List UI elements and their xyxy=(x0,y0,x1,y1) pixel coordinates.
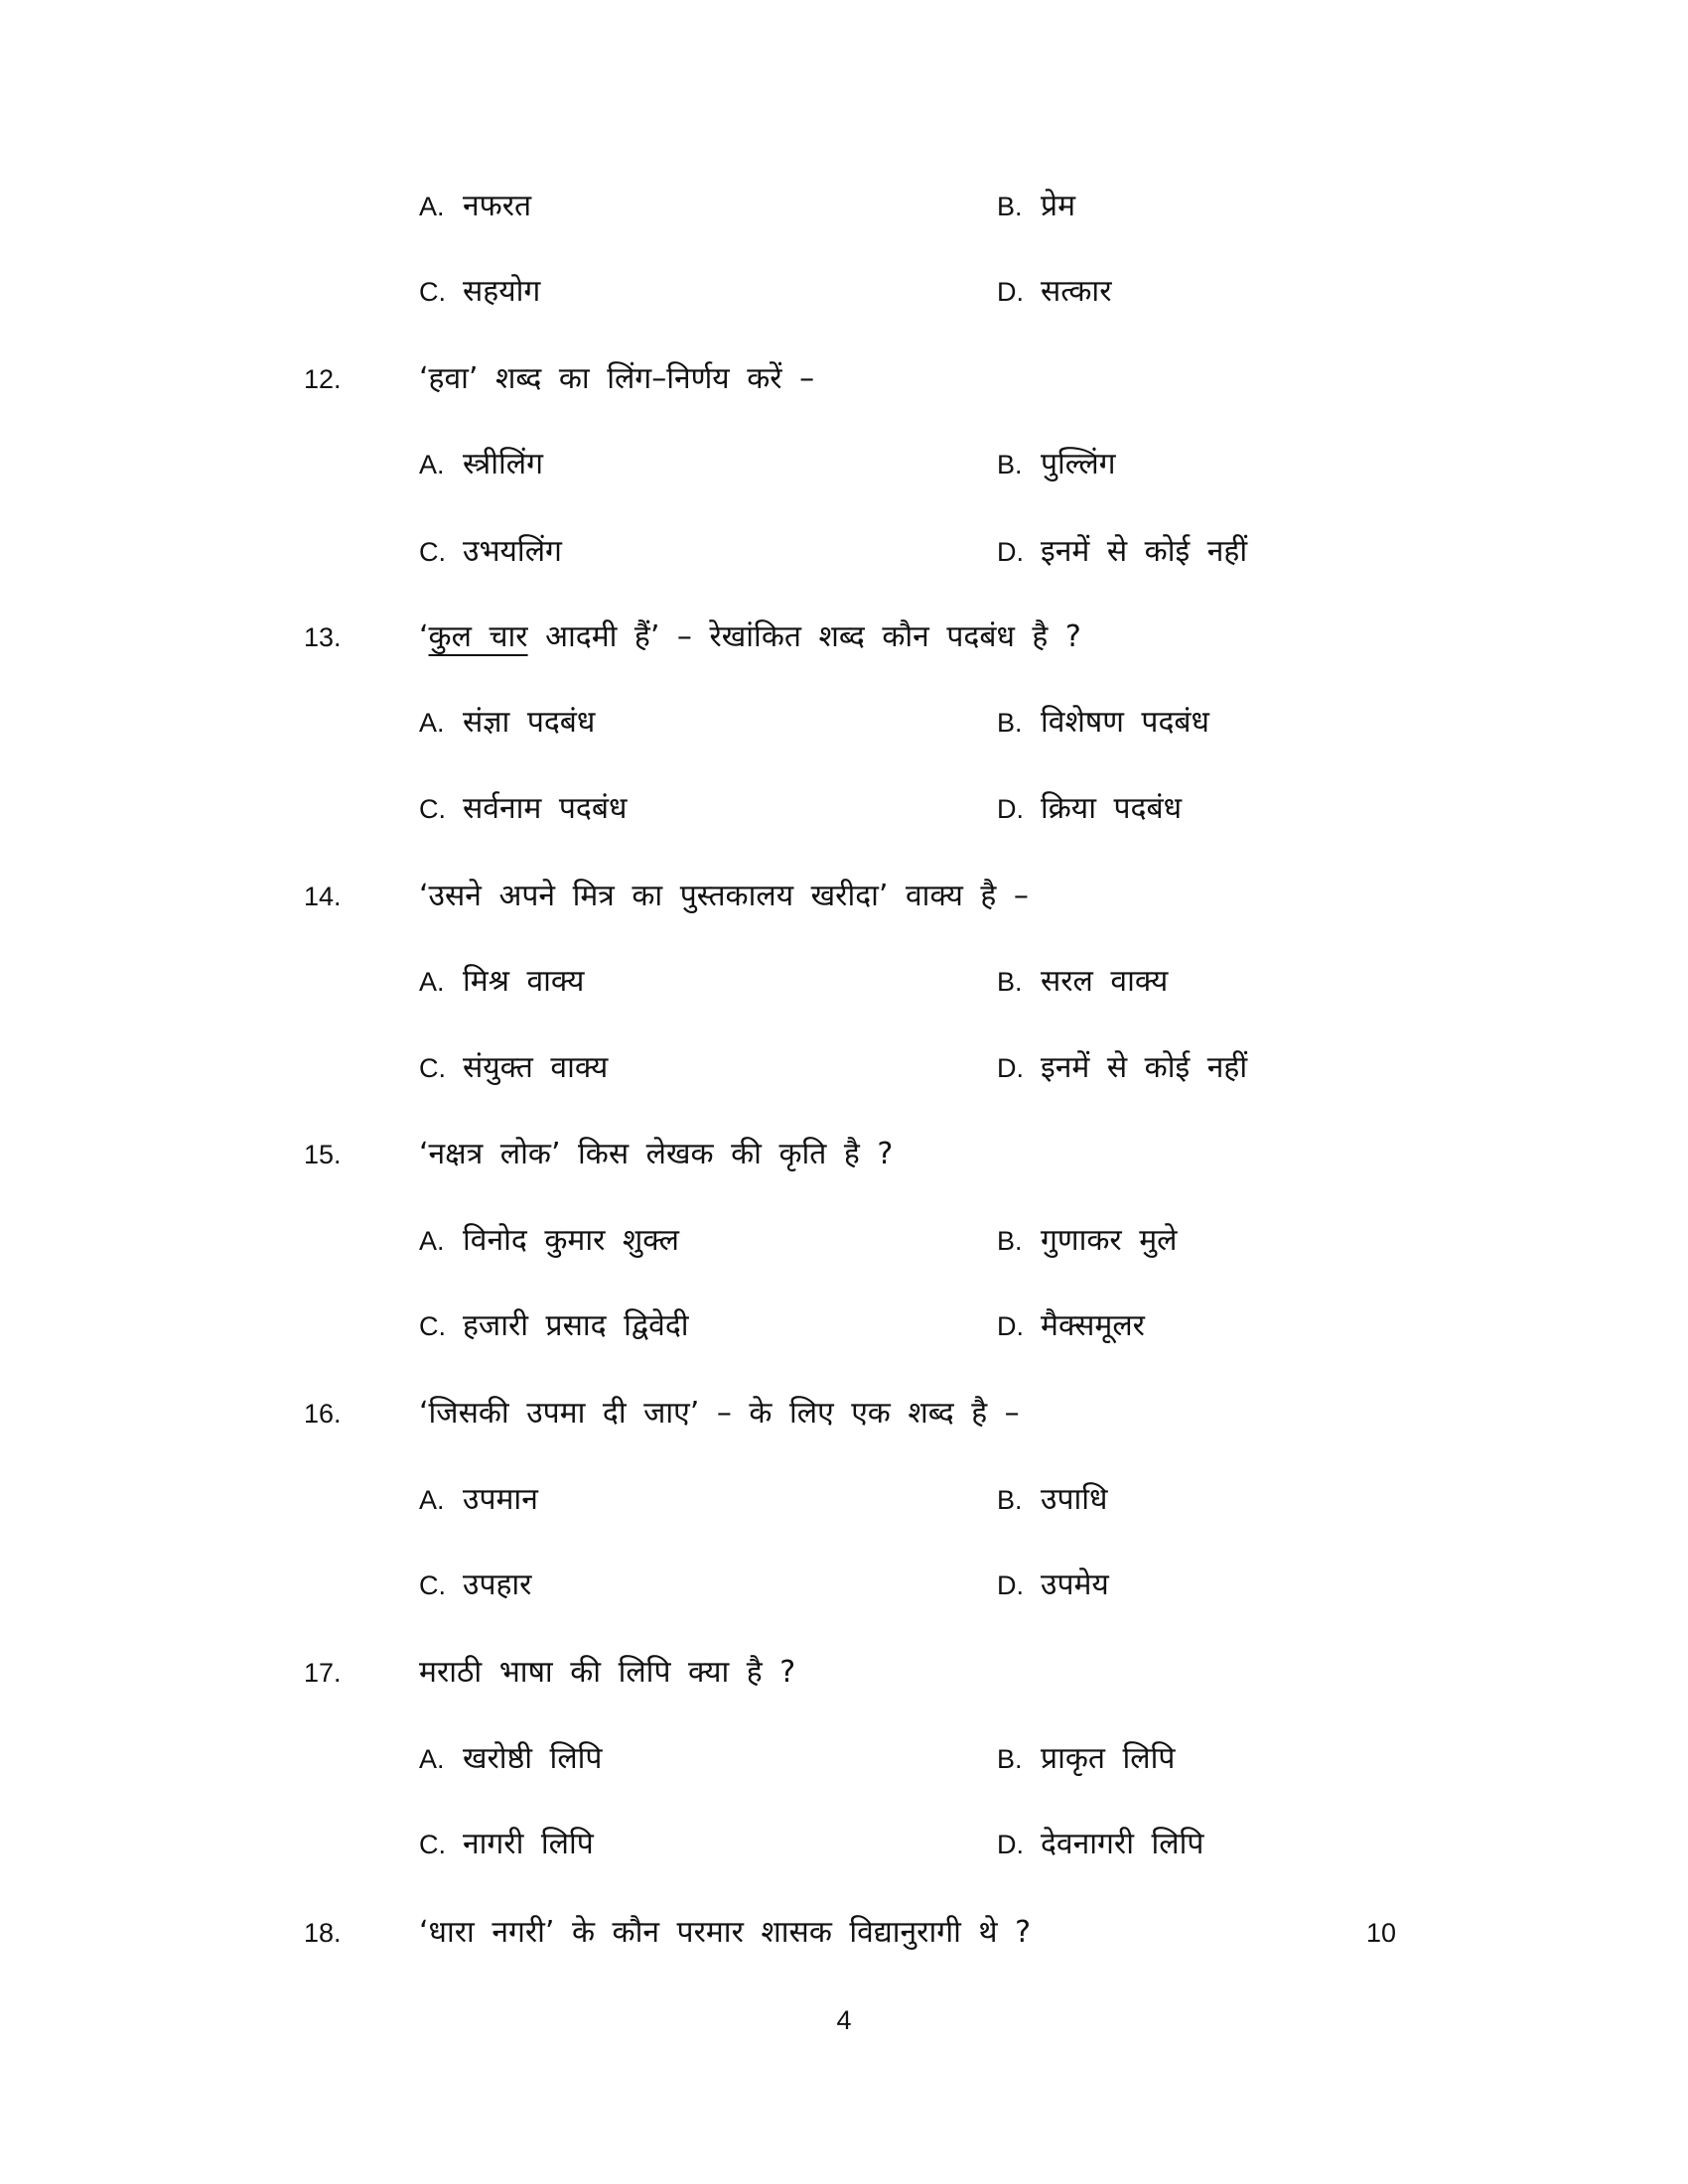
quote-open: ‘ xyxy=(419,619,429,654)
q17-option-b xyxy=(997,1729,1175,1789)
q14-option-a xyxy=(419,952,584,1012)
question-number: 17. xyxy=(304,1658,342,1688)
option-text: क्रिया पदबंध xyxy=(1041,791,1183,826)
question-number: 15. xyxy=(304,1140,342,1169)
option-text: हजारी प्रसाद द्विवेदी xyxy=(463,1308,689,1343)
page-number: 4 xyxy=(836,2005,852,2035)
q14-option-b xyxy=(997,952,1168,1012)
option-text: उपमेय xyxy=(1041,1568,1109,1602)
option-label: A. xyxy=(419,708,445,738)
option-label: D. xyxy=(997,1053,1024,1083)
q14-options-row-1 xyxy=(0,952,1688,1012)
question-text: ‘उसने अपने मित्र का पुस्तकालय खरीदा’ वाक्य है – xyxy=(419,879,1029,913)
q11-option-a xyxy=(419,177,531,236)
option-text: प्रेम xyxy=(1041,189,1076,223)
q16-options-row-1 xyxy=(0,1470,1688,1530)
question-16 xyxy=(0,1384,1688,1443)
q11-option-b xyxy=(997,177,1075,236)
q17-options-row-1 xyxy=(0,1729,1688,1789)
option-label: B. xyxy=(997,1744,1023,1774)
option-label: C. xyxy=(419,537,446,567)
question-14 xyxy=(0,867,1688,926)
option-text: नफरत xyxy=(463,189,532,223)
q12-option-b xyxy=(997,435,1116,494)
question-12 xyxy=(0,349,1688,409)
option-text: स्त्रीलिंग xyxy=(463,447,543,481)
option-label: C. xyxy=(419,1570,446,1600)
option-text: संज्ञा पदबंध xyxy=(463,705,596,740)
option-label: A. xyxy=(419,1485,445,1515)
option-text: प्राकृत लिपि xyxy=(1041,1741,1176,1776)
q16-options-row-2 xyxy=(0,1556,1688,1615)
q11-options-row-1 xyxy=(0,177,1688,236)
question-18 xyxy=(0,1903,1688,1963)
q16-option-b xyxy=(997,1470,1107,1530)
q13-options-row-1 xyxy=(0,693,1688,752)
q13-options-row-2 xyxy=(0,779,1688,839)
q12-option-d xyxy=(997,522,1247,582)
q14-options-row-2 xyxy=(0,1038,1688,1098)
q15-option-c xyxy=(419,1297,689,1356)
option-text: विशेषण पदबंध xyxy=(1041,705,1209,740)
q11-option-d xyxy=(997,262,1111,322)
q13-option-b xyxy=(997,693,1209,752)
q12-option-a xyxy=(419,435,543,494)
underlined-phrase: कुल चार xyxy=(428,619,528,654)
q14-option-c xyxy=(419,1038,608,1098)
option-text: उपहार xyxy=(463,1568,532,1602)
q15-option-a xyxy=(419,1211,679,1271)
q16-option-c xyxy=(419,1556,531,1615)
option-text: सत्कार xyxy=(1041,274,1112,309)
q15-options-row-1 xyxy=(0,1211,1688,1271)
option-text: खरोष्ठी लिपि xyxy=(463,1741,603,1776)
option-label: C. xyxy=(419,794,446,824)
option-label: B. xyxy=(997,1485,1023,1515)
option-text: देवनागरी लिपि xyxy=(1041,1827,1204,1861)
option-label: C. xyxy=(419,1311,446,1341)
q17-options-row-2 xyxy=(0,1815,1688,1874)
q11-options-row-2 xyxy=(0,262,1688,322)
question-text xyxy=(419,608,1081,667)
option-text: उपमान xyxy=(463,1482,538,1517)
option-label: C. xyxy=(419,1053,446,1083)
question-number: 14. xyxy=(304,882,342,911)
option-text: इनमें से कोई नहीं xyxy=(1041,534,1248,569)
option-text: सहयोग xyxy=(463,274,541,309)
option-label: D. xyxy=(997,537,1024,567)
question-text: ‘धारा नगरी’ के कौन परमार शासक विद्यानुरागी थे ? xyxy=(419,1915,1032,1950)
q12-option-c xyxy=(419,522,562,582)
option-text: विनोद कुमार शुक्ल xyxy=(463,1223,679,1258)
option-label: B. xyxy=(997,967,1023,997)
q15-option-b xyxy=(997,1211,1177,1271)
q17-option-a xyxy=(419,1729,602,1789)
option-label: C. xyxy=(419,277,446,307)
q13-option-c xyxy=(419,779,627,839)
question-text: ‘नक्षत्र लोक’ किस लेखक की कृति है ? xyxy=(419,1137,894,1171)
option-text: नागरी लिपि xyxy=(463,1827,594,1861)
question-text: ‘हवा’ शब्द का लिंग–निर्णय करें – xyxy=(419,361,815,396)
option-text: सरल वाक्य xyxy=(1041,964,1169,999)
option-text: उपाधि xyxy=(1041,1482,1108,1517)
option-text: मिश्र वाक्य xyxy=(463,964,585,999)
question-number: 13. xyxy=(304,622,342,652)
option-label: D. xyxy=(997,1830,1024,1859)
q12-options-row-2 xyxy=(0,522,1688,582)
q17-option-c xyxy=(419,1815,594,1874)
question-text-rest: आदमी हैं’ – रेखांकित शब्द कौन पदबंध है ? xyxy=(527,619,1081,654)
option-label: B. xyxy=(997,1226,1023,1256)
question-number: 12. xyxy=(304,364,342,394)
q15-options-row-2 xyxy=(0,1297,1688,1356)
option-text: सर्वनाम पदबंध xyxy=(463,791,628,826)
option-label: A. xyxy=(419,1226,445,1256)
q13-option-d xyxy=(997,779,1182,839)
option-label: B. xyxy=(997,192,1023,221)
option-label: D. xyxy=(997,1570,1024,1600)
question-13 xyxy=(0,608,1688,667)
option-label: A. xyxy=(419,1744,445,1774)
q14-option-d xyxy=(997,1038,1247,1098)
question-17 xyxy=(0,1643,1688,1703)
option-label: A. xyxy=(419,192,445,221)
option-label: D. xyxy=(997,1311,1024,1341)
question-text: मराठी भाषा की लिपि क्या है ? xyxy=(419,1655,796,1690)
option-text: पुल्लिंग xyxy=(1041,447,1116,481)
q16-option-d xyxy=(997,1556,1109,1615)
option-label: A. xyxy=(419,967,445,997)
q16-option-a xyxy=(419,1470,538,1530)
question-number: 16. xyxy=(304,1399,342,1429)
option-label: D. xyxy=(997,277,1024,307)
option-label: D. xyxy=(997,794,1024,824)
option-text: गुणाकर मुले xyxy=(1041,1223,1178,1258)
q17-option-d xyxy=(997,1815,1203,1874)
option-label: B. xyxy=(997,708,1023,738)
option-label: C. xyxy=(419,1830,446,1859)
q11-option-c xyxy=(419,262,540,322)
option-text: इनमें से कोई नहीं xyxy=(1041,1050,1248,1085)
question-marks: 10 xyxy=(1366,1918,1397,1948)
question-number: 18. xyxy=(304,1918,342,1948)
q13-option-a xyxy=(419,693,595,752)
option-label: A. xyxy=(419,450,445,479)
q12-options-row-1 xyxy=(0,435,1688,494)
option-text: मैक्समूलर xyxy=(1041,1308,1145,1343)
question-text: ‘जिसकी उपमा दी जाए’ – के लिए एक शब्द है – xyxy=(419,1396,1020,1431)
option-text: उभयलिंग xyxy=(463,534,562,569)
option-text: संयुक्त वाक्य xyxy=(463,1050,609,1085)
question-15 xyxy=(0,1125,1688,1184)
option-label: B. xyxy=(997,450,1023,479)
q15-option-d xyxy=(997,1297,1145,1356)
